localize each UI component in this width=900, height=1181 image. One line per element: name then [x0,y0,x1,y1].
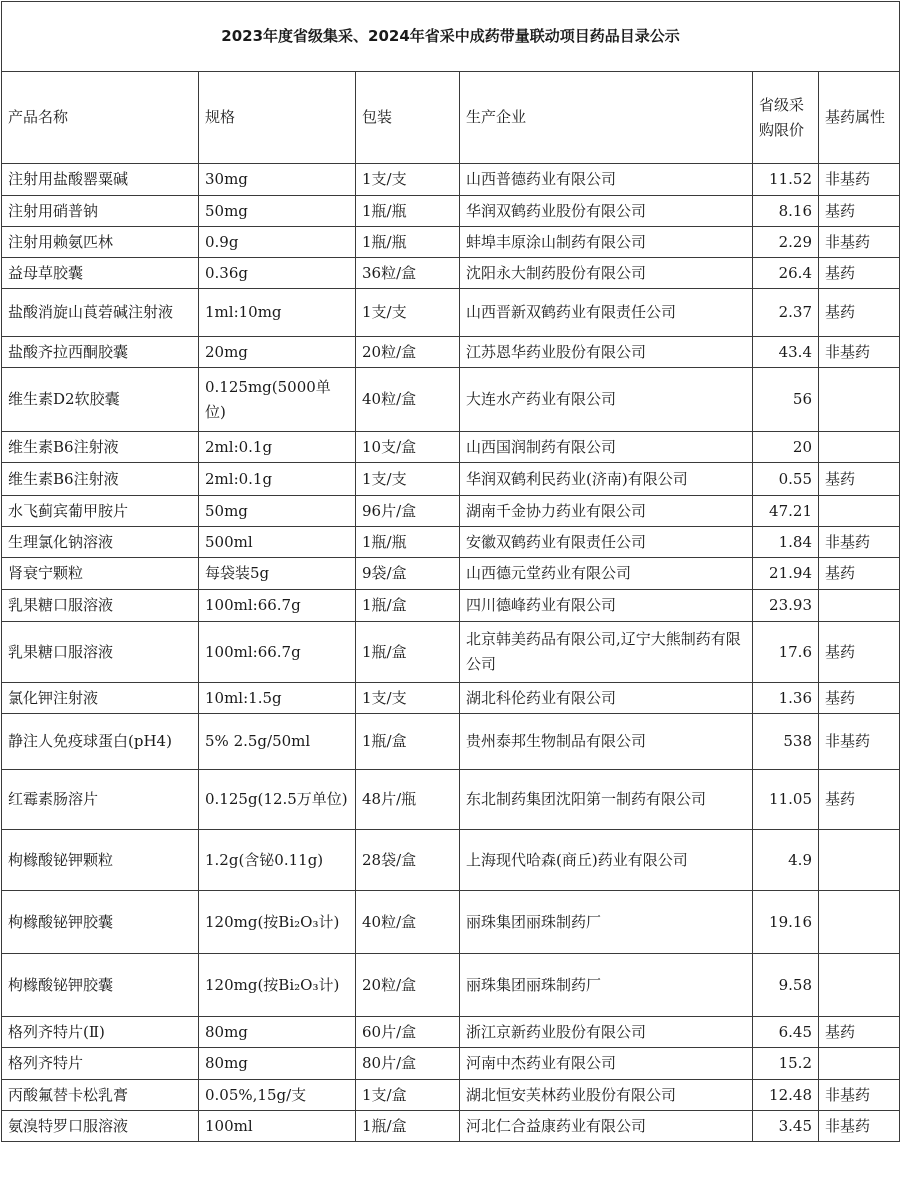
cell-manufacturer: 山西晋新双鹤药业有限责任公司 [460,289,753,337]
header-essential-drug: 基药属性 [819,72,900,164]
header-packaging: 包装 [356,72,460,164]
cell-essential-drug: 基药 [819,258,900,289]
cell-packaging: 10支/盒 [356,432,460,463]
cell-price-limit: 3.45 [753,1111,819,1142]
table-row [2,622,900,683]
cell-spec: 2ml:0.1g [199,463,356,496]
cell-product-name: 注射用赖氨匹林 [2,227,199,258]
cell-product-name: 静注人免疫球蛋白(pH4) [2,714,199,770]
cell-essential-drug: 基药 [819,463,900,496]
header-spec: 规格 [199,72,356,164]
cell-price-limit: 6.45 [753,1017,819,1048]
cell-price-limit: 15.2 [753,1048,819,1080]
cell-essential-drug: 非基药 [819,1111,900,1142]
cell-manufacturer: 上海现代哈森(商丘)药业有限公司 [460,830,753,891]
cell-spec: 5% 2.5g/50ml [199,714,356,770]
cell-packaging: 36粒/盒 [356,258,460,289]
cell-spec: 0.36g [199,258,356,289]
cell-product-name: 氨溴特罗口服溶液 [2,1111,199,1142]
cell-essential-drug: 非基药 [819,714,900,770]
cell-packaging: 1瓶/盒 [356,714,460,770]
cell-price-limit: 11.05 [753,770,819,830]
cell-product-name: 水飞蓟宾葡甲胺片 [2,496,199,527]
cell-manufacturer: 华润双鹤利民药业(济南)有限公司 [460,463,753,496]
cell-spec: 80mg [199,1017,356,1048]
cell-manufacturer: 东北制药集团沈阳第一制药有限公司 [460,770,753,830]
cell-packaging: 40粒/盒 [356,891,460,954]
cell-spec: 50mg [199,496,356,527]
cell-spec: 2ml:0.1g [199,432,356,463]
cell-essential-drug [819,1048,900,1080]
cell-price-limit: 1.84 [753,527,819,558]
cell-essential-drug: 非基药 [819,337,900,368]
cell-essential-drug: 基药 [819,770,900,830]
cell-price-limit: 9.58 [753,954,819,1017]
cell-packaging: 1支/支 [356,164,460,196]
table-row [2,368,900,432]
cell-price-limit: 20 [753,432,819,463]
cell-product-name: 格列齐特片(Ⅱ) [2,1017,199,1048]
cell-spec: 80mg [199,1048,356,1080]
cell-product-name: 丙酸氟替卡松乳膏 [2,1080,199,1111]
cell-manufacturer: 贵州泰邦生物制品有限公司 [460,714,753,770]
cell-product-name: 红霉素肠溶片 [2,770,199,830]
cell-manufacturer: 湖北恒安芙林药业股份有限公司 [460,1080,753,1111]
cell-manufacturer: 四川德峰药业有限公司 [460,590,753,622]
cell-manufacturer: 湖北科伦药业有限公司 [460,683,753,714]
cell-price-limit: 0.55 [753,463,819,496]
cell-price-limit: 43.4 [753,337,819,368]
cell-spec: 每袋装5g [199,558,356,590]
cell-product-name: 枸橼酸铋钾胶囊 [2,954,199,1017]
cell-essential-drug: 基药 [819,289,900,337]
cell-packaging: 1瓶/盒 [356,622,460,683]
table-row [2,1080,900,1111]
cell-packaging: 40粒/盒 [356,368,460,432]
cell-essential-drug: 非基药 [819,164,900,196]
table-row [2,714,900,770]
cell-spec: 0.05%,15g/支 [199,1080,356,1111]
cell-essential-drug: 基药 [819,558,900,590]
header-row [2,72,900,164]
table-row [2,227,900,258]
cell-spec: 0.9g [199,227,356,258]
cell-essential-drug [819,830,900,891]
cell-product-name: 肾衰宁颗粒 [2,558,199,590]
header-manufacturer: 生产企业 [460,72,753,164]
page-title: 2023年度省级集采、2024年省采中成药带量联动项目药品目录公示 [2,2,900,72]
cell-essential-drug: 基药 [819,1017,900,1048]
cell-price-limit: 47.21 [753,496,819,527]
cell-spec: 120mg(按Bi₂O₃计) [199,891,356,954]
cell-packaging: 1瓶/盒 [356,1111,460,1142]
cell-spec: 50mg [199,196,356,227]
cell-price-limit: 1.36 [753,683,819,714]
cell-essential-drug: 非基药 [819,1080,900,1111]
header-price-limit: 省级采购限价 [753,72,819,164]
cell-packaging: 20粒/盒 [356,337,460,368]
cell-packaging: 1瓶/瓶 [356,196,460,227]
table-row [2,196,900,227]
table-row [2,770,900,830]
header-product-name: 产品名称 [2,72,199,164]
cell-product-name: 乳果糖口服溶液 [2,590,199,622]
cell-product-name: 枸橼酸铋钾胶囊 [2,891,199,954]
cell-product-name: 益母草胶囊 [2,258,199,289]
table-row [2,558,900,590]
cell-packaging: 1支/盒 [356,1080,460,1111]
cell-essential-drug [819,496,900,527]
cell-essential-drug [819,891,900,954]
table-row [2,496,900,527]
cell-essential-drug [819,954,900,1017]
table-row [2,1048,900,1080]
cell-product-name: 乳果糖口服溶液 [2,622,199,683]
cell-product-name: 维生素B6注射液 [2,463,199,496]
cell-packaging: 1瓶/瓶 [356,527,460,558]
cell-price-limit: 21.94 [753,558,819,590]
cell-manufacturer: 河南中杰药业有限公司 [460,1048,753,1080]
cell-price-limit: 2.29 [753,227,819,258]
cell-product-name: 生理氯化钠溶液 [2,527,199,558]
cell-spec: 1ml:10mg [199,289,356,337]
cell-product-name: 格列齐特片 [2,1048,199,1080]
cell-spec: 1.2g(含铋0.11g) [199,830,356,891]
cell-price-limit: 2.37 [753,289,819,337]
cell-spec: 500ml [199,527,356,558]
cell-spec: 120mg(按Bi₂O₃计) [199,954,356,1017]
cell-manufacturer: 丽珠集团丽珠制药厂 [460,891,753,954]
cell-spec: 100ml:66.7g [199,590,356,622]
table-row [2,830,900,891]
cell-manufacturer: 大连水产药业有限公司 [460,368,753,432]
cell-manufacturer: 山西德元堂药业有限公司 [460,558,753,590]
cell-spec: 0.125mg(5000单位) [199,368,356,432]
cell-manufacturer: 华润双鹤药业股份有限公司 [460,196,753,227]
cell-price-limit: 8.16 [753,196,819,227]
table-row [2,164,900,196]
cell-price-limit: 538 [753,714,819,770]
table-row [2,432,900,463]
cell-packaging: 20粒/盒 [356,954,460,1017]
cell-price-limit: 4.9 [753,830,819,891]
cell-essential-drug: 非基药 [819,527,900,558]
cell-packaging: 80片/盒 [356,1048,460,1080]
cell-essential-drug [819,368,900,432]
table-row [2,1017,900,1048]
cell-product-name: 维生素D2软胶囊 [2,368,199,432]
table-row [2,891,900,954]
cell-essential-drug [819,590,900,622]
cell-manufacturer: 河北仁合益康药业有限公司 [460,1111,753,1142]
cell-manufacturer: 浙江京新药业股份有限公司 [460,1017,753,1048]
cell-essential-drug: 基药 [819,683,900,714]
cell-product-name: 维生素B6注射液 [2,432,199,463]
cell-price-limit: 19.16 [753,891,819,954]
cell-manufacturer: 湖南千金协力药业有限公司 [460,496,753,527]
table-row [2,1111,900,1142]
drug-catalog-table [1,1,900,1142]
cell-price-limit: 11.52 [753,164,819,196]
cell-product-name: 枸橼酸铋钾颗粒 [2,830,199,891]
table-row [2,463,900,496]
cell-product-name: 盐酸消旋山莨菪碱注射液 [2,289,199,337]
cell-packaging: 1支/支 [356,289,460,337]
cell-packaging: 48片/瓶 [356,770,460,830]
cell-price-limit: 17.6 [753,622,819,683]
cell-spec: 10ml:1.5g [199,683,356,714]
table-row [2,527,900,558]
cell-product-name: 注射用盐酸罂粟碱 [2,164,199,196]
table-row [2,683,900,714]
title-row [2,2,900,72]
cell-packaging: 96片/盒 [356,496,460,527]
cell-product-name: 盐酸齐拉西酮胶囊 [2,337,199,368]
cell-packaging: 1瓶/瓶 [356,227,460,258]
table-row [2,337,900,368]
cell-spec: 0.125g(12.5万单位) [199,770,356,830]
cell-manufacturer: 山西普德药业有限公司 [460,164,753,196]
cell-manufacturer: 北京韩美药品有限公司,辽宁大熊制药有限公司 [460,622,753,683]
cell-spec: 20mg [199,337,356,368]
cell-essential-drug: 基药 [819,196,900,227]
cell-manufacturer: 蚌埠丰原涂山制药有限公司 [460,227,753,258]
cell-price-limit: 23.93 [753,590,819,622]
cell-packaging: 9袋/盒 [356,558,460,590]
cell-essential-drug: 基药 [819,622,900,683]
table-row [2,258,900,289]
table-row [2,590,900,622]
cell-spec: 30mg [199,164,356,196]
cell-essential-drug [819,432,900,463]
cell-manufacturer: 安徽双鹤药业有限责任公司 [460,527,753,558]
cell-manufacturer: 沈阳永大制药股份有限公司 [460,258,753,289]
cell-essential-drug: 非基药 [819,227,900,258]
cell-product-name: 氯化钾注射液 [2,683,199,714]
table-row [2,289,900,337]
cell-product-name: 注射用硝普钠 [2,196,199,227]
cell-price-limit: 12.48 [753,1080,819,1111]
cell-packaging: 60片/盒 [356,1017,460,1048]
cell-spec: 100ml [199,1111,356,1142]
table-row [2,954,900,1017]
cell-manufacturer: 江苏恩华药业股份有限公司 [460,337,753,368]
cell-packaging: 1瓶/盒 [356,590,460,622]
cell-packaging: 28袋/盒 [356,830,460,891]
cell-price-limit: 26.4 [753,258,819,289]
cell-manufacturer: 山西国润制药有限公司 [460,432,753,463]
cell-packaging: 1支/支 [356,683,460,714]
cell-spec: 100ml:66.7g [199,622,356,683]
cell-price-limit: 56 [753,368,819,432]
cell-packaging: 1支/支 [356,463,460,496]
cell-manufacturer: 丽珠集团丽珠制药厂 [460,954,753,1017]
